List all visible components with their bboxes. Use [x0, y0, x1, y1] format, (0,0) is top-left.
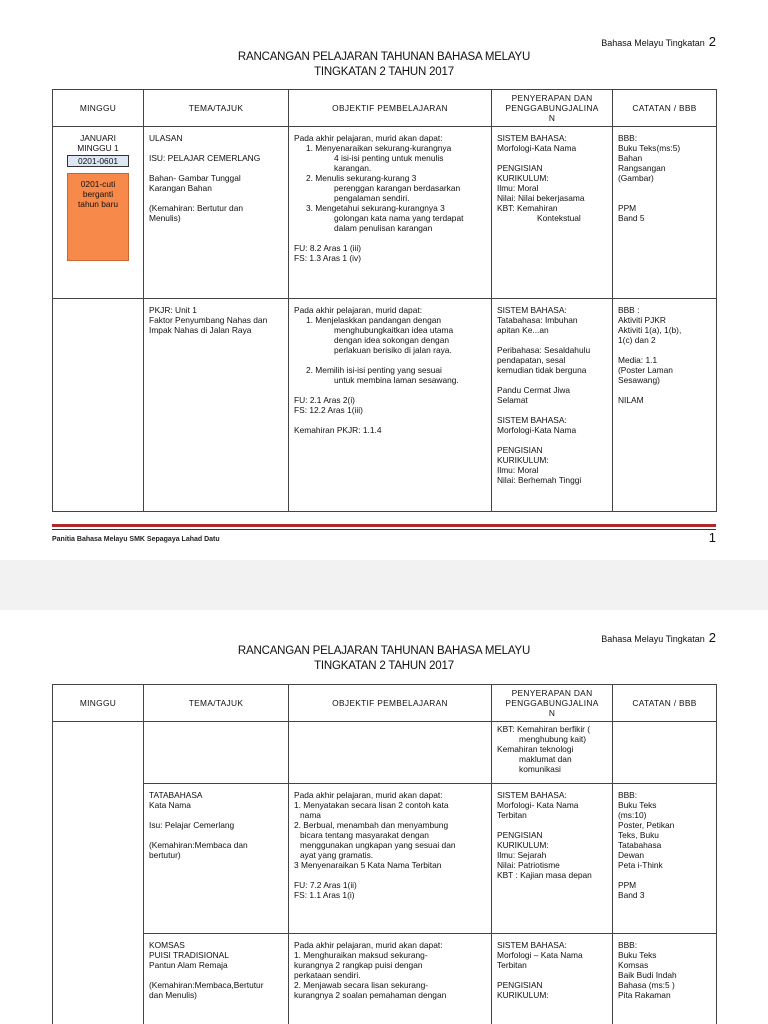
- lesson-plan-table: [52, 89, 717, 512]
- page-header: [601, 34, 716, 49]
- table-row: [53, 127, 717, 299]
- header-minggu: MINGGU: [53, 90, 144, 127]
- header-tema: TEMA/TAJUK: [144, 685, 289, 722]
- document-title: [0, 50, 768, 80]
- header-minggu: MINGGU: [53, 685, 144, 722]
- cell-catatan: BBB: Buku Teks(ms:5) Bahan Rangsangan (Gambar) PPM Band 5: [613, 127, 717, 299]
- title-line-2: TINGKATAN 2 TAHUN 2017: [314, 66, 454, 78]
- minggu-month: JANUARI: [80, 133, 116, 143]
- table-header-row: [53, 685, 717, 722]
- footer-divider: [52, 524, 716, 527]
- date-range-box: 0201-0601: [67, 155, 129, 167]
- minggu-week: MINGGU 1: [77, 143, 119, 153]
- cell-objektif: Pada akhir pelajaran, murid akan dapat: 1. Menyenaraikan sekurang-kurangnya 4 isi-isi penting untuk menulis karangan. 2. Menulis sekurang-kurang 3 perenggan karangan berdasarkan pengalaman sendiri. 3. Mengetahui sekurang-kurangnya 3 golongan kata nama yang terdapat dalam penulisan karangan FU: 8.2 Aras 1 (iii) FS: 1.3 Aras 1 (iv): [289, 127, 492, 299]
- title-line-2: TINGKATAN 2 TAHUN 2017: [314, 660, 454, 672]
- header-page-number: 2: [708, 630, 716, 645]
- cell-tema: PKJR: Unit 1 Faktor Penyumbang Nahas dan Impak Nahas di Jalan Raya: [144, 299, 289, 512]
- title-line-1: RANCANGAN PELAJARAN TAHUNAN BAHASA MELAYU: [237, 51, 531, 63]
- cell-tema: ULASAN ISU: PELAJAR CEMERLANG Bahan- Gambar Tunggal Karangan Bahan (Kemahiran: Bertutur dan Menulis): [144, 127, 289, 299]
- table-header-row: [53, 90, 717, 127]
- header-objektif: OBJEKTIF PEMBELAJARAN: [289, 685, 492, 722]
- header-penyerapan: PENYERAPAN DAN PENGGABUNGJALINA N: [492, 90, 613, 127]
- header-tema: TEMA/TAJUK: [144, 90, 289, 127]
- footer-page-number: 1: [708, 530, 716, 545]
- header-catatan: CATATAN / BBB: [613, 90, 717, 127]
- header-catatan: CATATAN / BBB: [613, 685, 717, 722]
- cell-catatan: BBB: Buku Teks Komsas Baik Budi Indah Bahasa (ms:5 ) Pita Rakaman: [613, 934, 717, 1024]
- page-2: [0, 610, 768, 1024]
- cell-minggu: [53, 127, 144, 299]
- cell-penyerapan: KBT: Kemahiran berfikir ( menghubung kait) Kemahiran teknologi maklumat dan komunikasi: [492, 722, 613, 784]
- footer-divider-thin: [52, 529, 716, 530]
- cell-catatan: BBB: Buku Teks (ms:10) Poster, Petikan Teks, Buku Tatabahasa Dewan Peta i-Think PPM Band 3: [613, 784, 717, 934]
- cell-objektif: [289, 722, 492, 784]
- holiday-note-box: 0201-cuti berganti tahun baru: [67, 173, 129, 261]
- page-header: [601, 630, 716, 645]
- cell-objektif: Pada akhir pelajaran, murid akan dapat: 1. Menyatakan secara lisan 2 contoh kata nama 2. Berbual, menambah dan menyambung bicara tentang masyarakat dengan menggunakan ungkapan yang sesuai dan ayat yang gramatis. 3 Menyenaraikan 5 Kata Nama Terbitan FU: 7.2 Aras 1(ii) FS: 1.1 Aras 1(i): [289, 784, 492, 934]
- page-gap: [0, 560, 768, 610]
- cell-tema: TATABAHASA Kata Nama Isu: Pelajar Cemerlang (Kemahiran:Membaca dan bertutur): [144, 784, 289, 934]
- title-line-1: RANCANGAN PELAJARAN TAHUNAN BAHASA MELAYU: [237, 645, 531, 657]
- cell-catatan: [613, 722, 717, 784]
- table-row: [53, 299, 717, 512]
- document-title: [0, 644, 768, 674]
- cell-tema: KOMSAS PUISI TRADISIONAL Pantun Alam Remaja (Kemahiran:Membaca,Bertutur dan Menulis): [144, 934, 289, 1024]
- header-objektif: OBJEKTIF PEMBELAJARAN: [289, 90, 492, 127]
- cell-objektif: Pada akhir pelajaran, murid akan dapat: 1. Menghuraikan maksud sekurang- kurangnya 2 rangkap puisi dengan perkataan sendiri. 2. Menjawab secara lisan sekurang- kurangnya 2 soalan pemahaman dengan: [289, 934, 492, 1024]
- cell-penyerapan: SISTEM BAHASA: Tatabahasa: Imbuhan apitan Ke...an Peribahasa: Sesaldahulu pendapatan, sesal kemudian tidak berguna Pandu Cermat Jiwa Selamat SISTEM BAHASA: Morfologi-Kata Nama PENGISIAN KURIKULUM: Ilmu: Moral Nilai: Berhemah Tinggi: [492, 299, 613, 512]
- lesson-plan-table: [52, 684, 717, 1024]
- table-row: [53, 784, 717, 934]
- cell-penyerapan: SISTEM BAHASA: Morfologi- Kata Nama Terbitan PENGISIAN KURIKULUM: Ilmu: Sejarah Nilai: Patriotisme KBT : Kajian masa depan: [492, 784, 613, 934]
- cell-minggu: [53, 722, 144, 1024]
- cell-catatan: BBB : Aktiviti PJKR Aktiviti 1(a), 1(b), 1(c) dan 2 Media: 1.1 (Poster Laman Sesawang) NILAM: [613, 299, 717, 512]
- cell-tema: [144, 722, 289, 784]
- cell-minggu: [53, 299, 144, 512]
- header-penyerapan: PENYERAPAN DAN PENGGABUNGJALINA N: [492, 685, 613, 722]
- header-page-number: 2: [708, 34, 716, 49]
- cell-penyerapan: SISTEM BAHASA: Morfologi – Kata Nama Terbitan PENGISIAN KURIKULUM:: [492, 934, 613, 1024]
- header-doc-label: Bahasa Melayu Tingkatan: [601, 634, 705, 644]
- cell-penyerapan: SISTEM BAHASA: Morfologi-Kata Nama PENGISIAN KURIKULUM: Ilmu: Moral Nilai: Nilai bekerjasama KBT: Kemahiran Kontekstual: [492, 127, 613, 299]
- table-row: [53, 722, 717, 784]
- footer-text: Panitia Bahasa Melayu SMK Sepagaya Lahad Datu: [52, 536, 220, 543]
- cell-objektif: Pada akhir pelajaran, murid dapat: 1. Menjelaskkan pandangan dengan menghubungkaitkan idea utama dengan idea sokongan dengan perlakuan berisiko di jalan raya. 2. Memilih isi-isi penting yang sesuai untuk membina laman sesawang. FU: 2.1 Aras 2(i) FS: 12.2 Aras 1(iii) Kemahiran PKJR: 1.1.4: [289, 299, 492, 512]
- header-doc-label: Bahasa Melayu Tingkatan: [601, 38, 705, 48]
- table-row: [53, 934, 717, 1024]
